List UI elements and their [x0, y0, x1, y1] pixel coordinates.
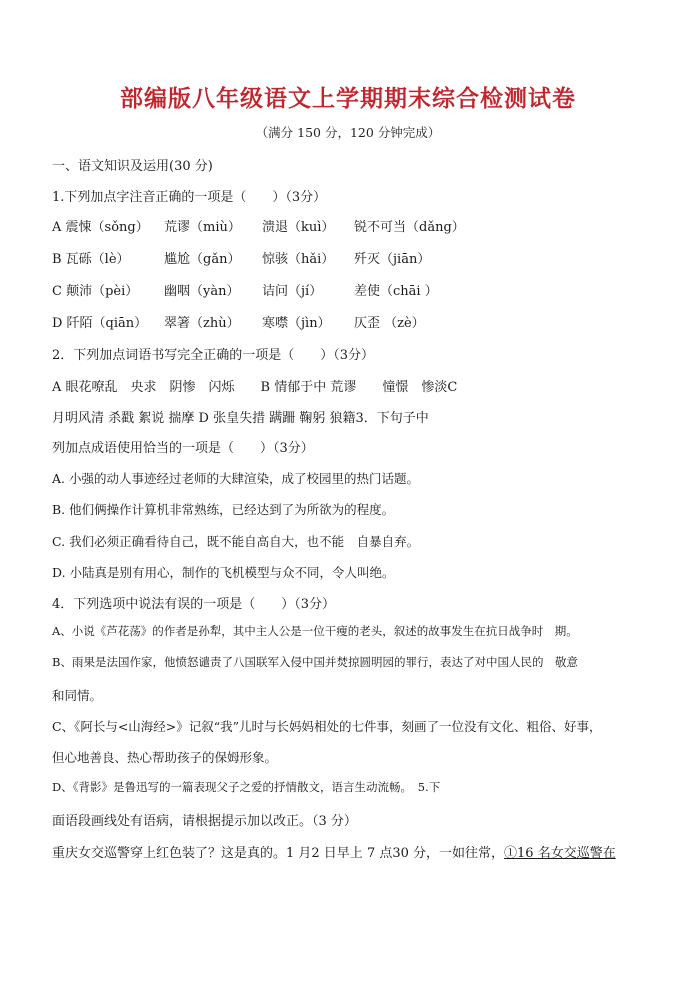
question-3-option-a: A. 小强的动人事迹经过老师的大肆渲染，成了校园里的热门话题。	[52, 471, 419, 486]
question-3-option-b: B. 他们俩操作计算机非常熟练，已经达到了为所欲为的程度。	[52, 502, 395, 517]
option-item: A 震悚（sǒng）	[52, 220, 149, 235]
question-2-line-2: 月明风清 杀戳 絮说 揣摩 D 张皇失措 蹒跚 鞠躬 狼籍3．下句子中	[52, 411, 429, 426]
question-3-stem: 列加点成语使用恰当的一项是（ ）（3分）	[52, 441, 314, 456]
question-2-line-1: A 眼花嘹乱 央求 阴惨 闪烁 B 情郁于中 荒谬 憧憬 惨淡C	[52, 380, 458, 395]
option-item: 诘问（jí）	[262, 284, 323, 299]
exam-title: 部编版八年级语文上学期期末综合检测试卷	[120, 86, 576, 112]
option-item: 翠箸（zhù）	[164, 316, 240, 331]
question-4-stem: 4．下列选项中说法有误的一项是（ ）（3分）	[52, 597, 336, 612]
question-4-option-c-cont: 但心地善良、热心帮助孩子的保姆形象。	[52, 750, 278, 765]
question-1-row-a	[52, 216, 465, 235]
question-1-row-b	[52, 248, 430, 267]
option-item: 惊骇（hǎi）	[262, 252, 335, 267]
option-item: D 阡陌（qiān）	[52, 316, 148, 331]
question-5-stem: 面语段画线处有语病，请根据提示加以改正。（3 分）	[52, 814, 357, 829]
question-4-option-b-cont: 和同情。	[52, 688, 103, 703]
question-1-row-d	[52, 312, 425, 331]
passage-text: 重庆女交巡警穿上红色装了？这是真的。1 月2 日早上 7 点30 分，一如往常，	[52, 846, 505, 861]
option-item: B 瓦砾（lè）	[52, 252, 130, 267]
option-item: 仄歪 （zè）	[354, 316, 425, 331]
question-1-row-c	[52, 280, 438, 299]
section-heading: 一、语文知识及运用(30 分)	[52, 159, 213, 174]
option-item: C 颠沛（pèi）	[52, 284, 139, 299]
option-item: 幽咽（yàn）	[164, 284, 240, 299]
option-item: 尴尬（gǎn）	[164, 252, 241, 267]
question-2-stem: 2．下列加点词语书写完全正确的一项是（ ）（3分）	[52, 348, 375, 363]
question-3-option-c: C. 我们必须正确看待自己，既不能自高自大，也不能 自暴自弃。	[52, 534, 420, 549]
option-item: 荒谬（miù）	[164, 220, 241, 235]
question-3-option-d: D. 小陆真是别有用心，制作的飞机模型与众不同，令人叫绝。	[52, 565, 395, 580]
question-4-option-b: B、雨果是法国作家，他愤怒谴责了八国联军入侵中国并焚掠圆明园的罪行，表达了对中国人民的 敬意	[52, 655, 578, 669]
question-4-option-a: A、小说《芦花荡》的作者是孙犁，其中主人公是一位干瘦的老头，叙述的故事发生在抗日战争时 期。	[52, 624, 578, 638]
question-1-stem: 1.下列加点字注音正确的一项是（ ）（3分）	[52, 190, 327, 205]
option-item: 歼灭（jiān）	[354, 252, 431, 267]
exam-subtitle: （满分 150 分，120 分钟完成）	[255, 125, 441, 140]
underlined-sentence: ①16 名女交巡警在	[504, 846, 616, 861]
question-4-option-d: D、《背影》是鲁迅写的一篇表现父子之爱的抒情散文，语言生动流畅。 5.下	[52, 780, 441, 794]
option-item: 锐不可当（dǎng）	[354, 220, 465, 235]
question-5-passage	[52, 842, 616, 861]
option-item: 溃退（kuì）	[262, 220, 335, 235]
option-item: 寒噤（jìn）	[262, 316, 331, 331]
option-item: 差使（chāi ）	[354, 284, 438, 299]
question-4-option-c: C、《阿长与<山海经>》记叙“我”儿时与长妈妈相处的七件事，刻画了一位没有文化、粗俗、好事，	[52, 719, 602, 734]
